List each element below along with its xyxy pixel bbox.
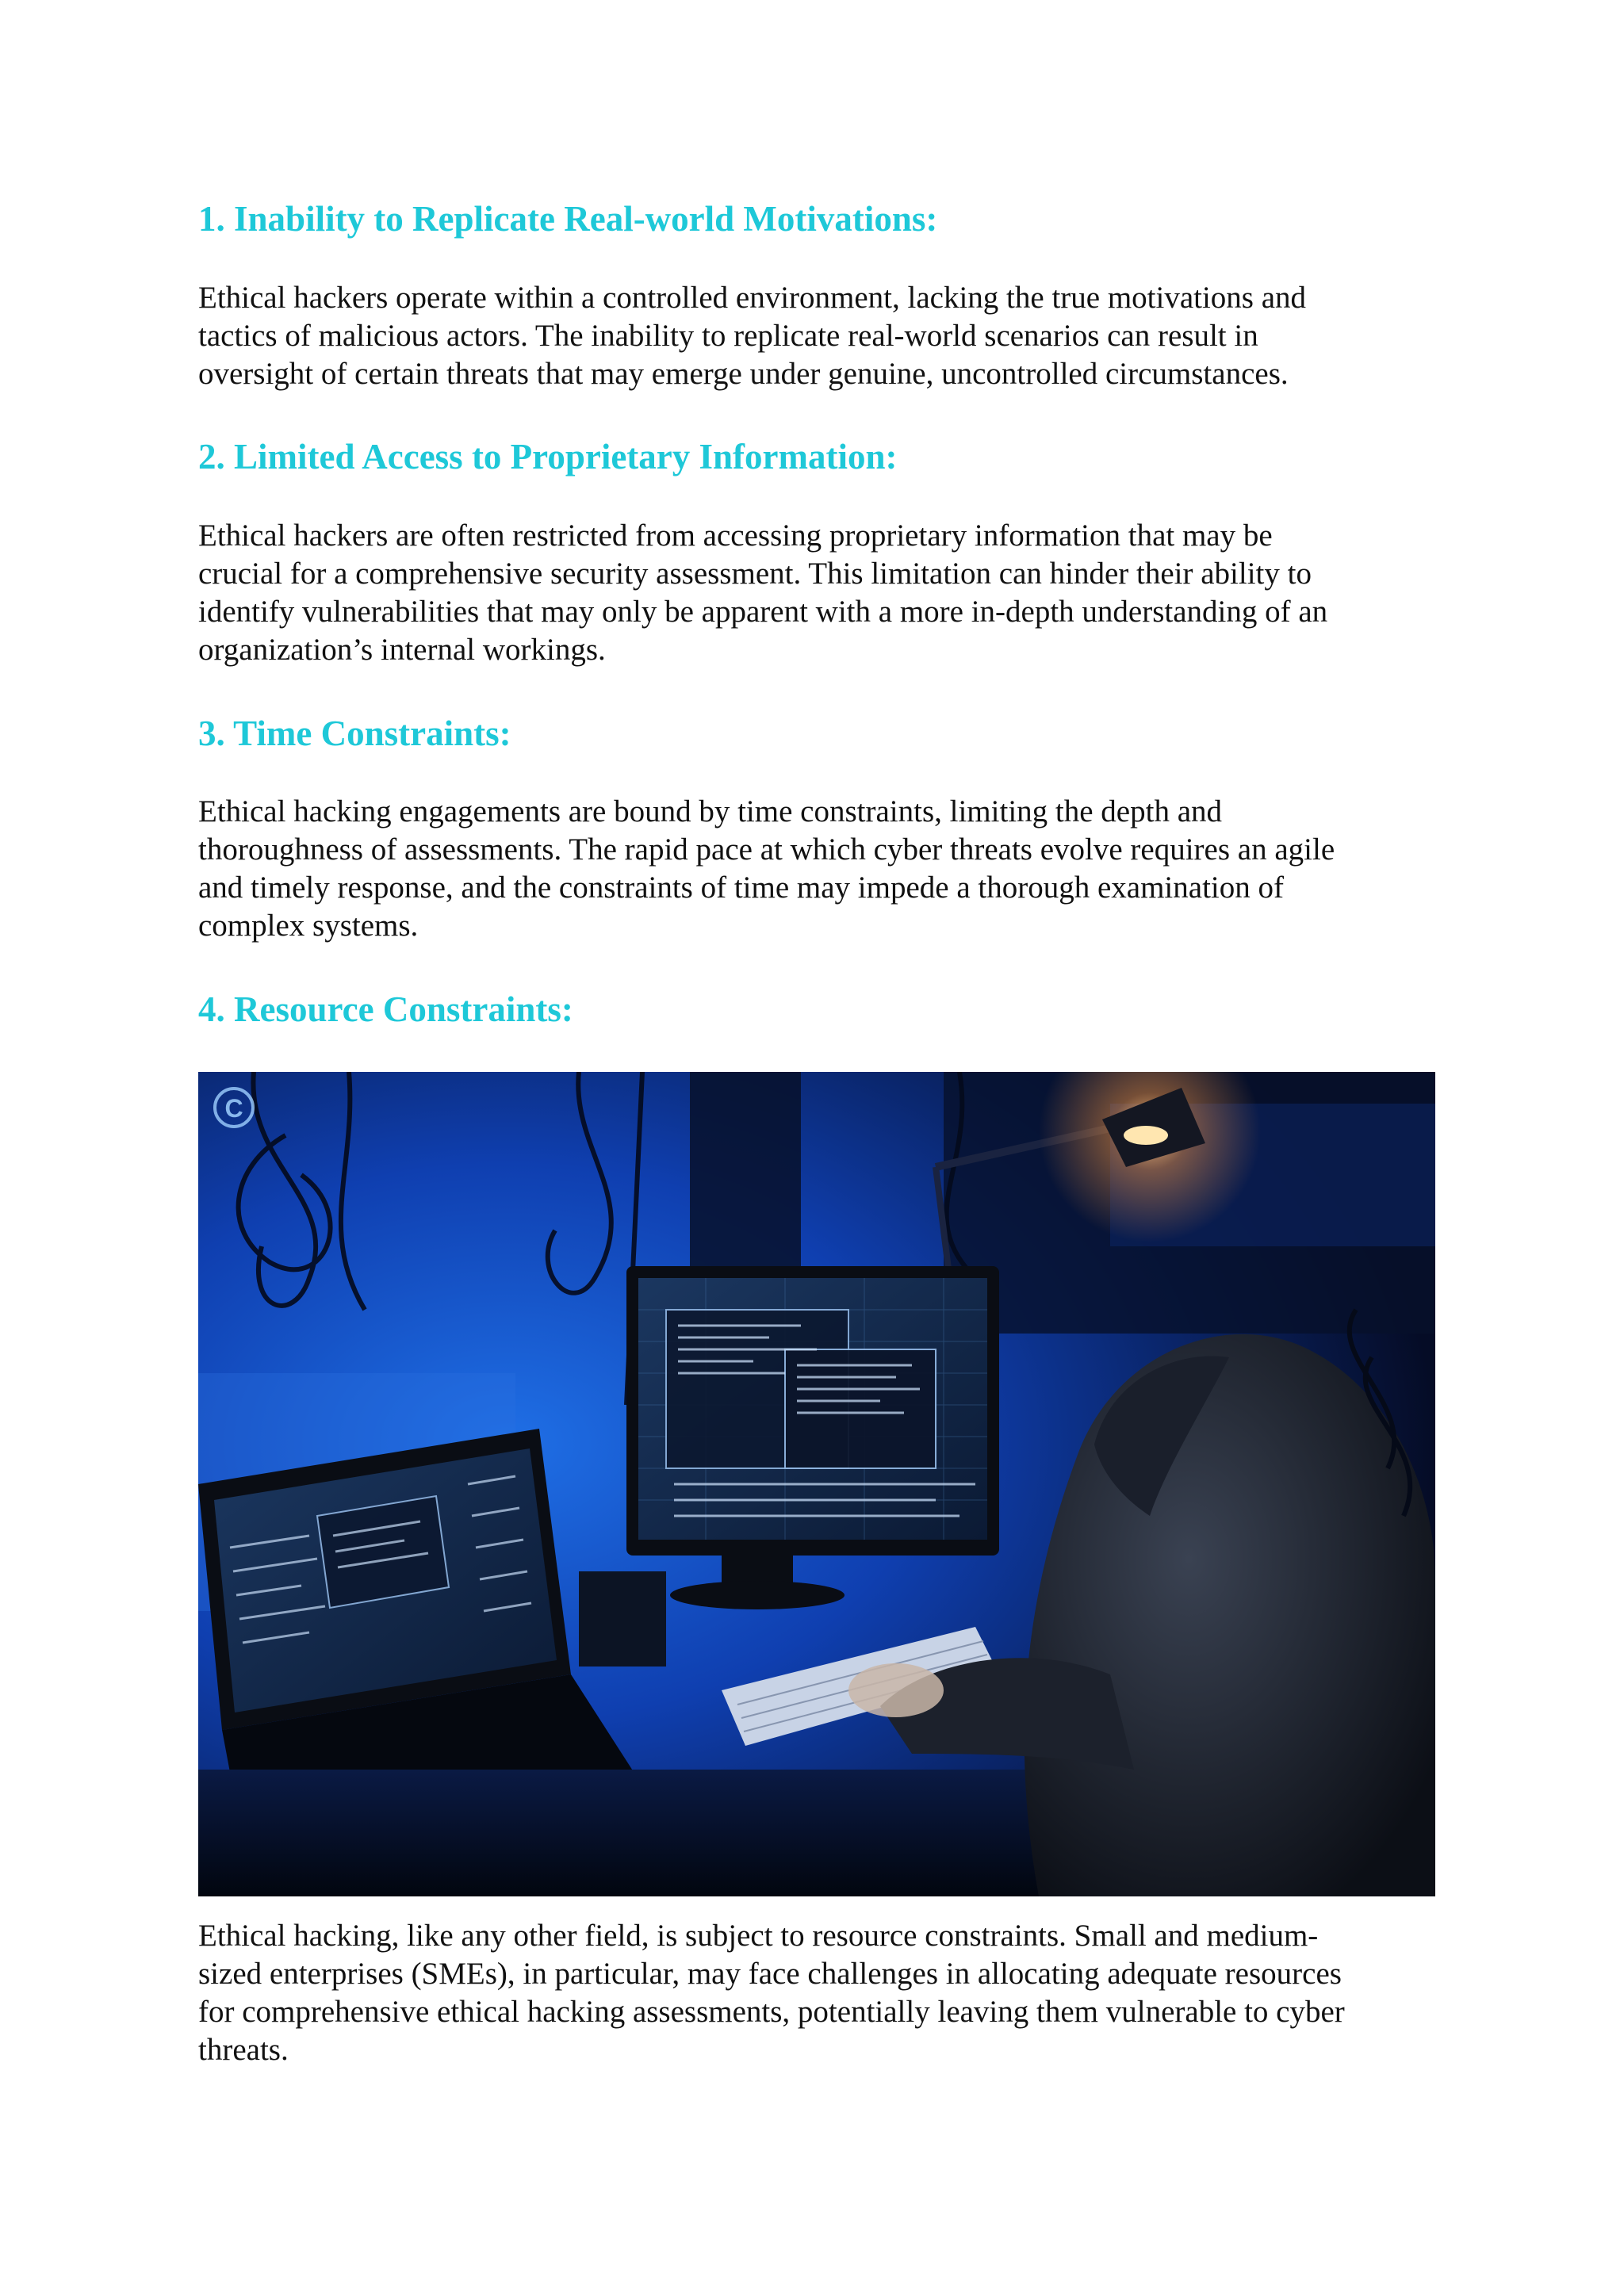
section-1-line-2: tactics of malicious actors. The inability to replicate real-world scenarios can result in: [198, 319, 1258, 353]
section-2-line-4: organization’s internal workings.: [198, 633, 606, 667]
section-1-heading: 1. Inability to Replicate Real-world Motivations:: [198, 199, 938, 239]
section-3-line-2: thoroughness of assessments. The rapid pace at which cyber threats evolve requires an agile: [198, 832, 1335, 867]
section-2-heading: 2. Limited Access to Proprietary Information:: [198, 437, 898, 476]
watermark-logo: C: [224, 1094, 243, 1123]
section-2-line-2: crucial for a comprehensive security assessment. This limitation can hinder their ability to: [198, 557, 1312, 591]
section-3-line-4: complex systems.: [198, 909, 419, 943]
section-2-paragraph: [198, 517, 1435, 669]
section-3-paragraph: [198, 793, 1435, 945]
section-3-line-3: and timely response, and the constraints of time may impede a thorough examination of: [198, 871, 1284, 905]
section-1-line-1: Ethical hackers operate within a controlled environment, lacking the true motivations and: [198, 281, 1307, 315]
hacker-photo: [198, 1072, 1435, 1896]
section-4-line-2: sized enterprises (SMEs), in particular, may face challenges in allocating adequate resources: [198, 1957, 1342, 1991]
section-1-paragraph: [198, 279, 1435, 393]
section-4-heading: 4. Resource Constraints:: [198, 989, 573, 1029]
section-2-line-1: Ethical hackers are often restricted from accessing proprietary information that may be: [198, 519, 1273, 553]
section-4-paragraph: [198, 1917, 1435, 2069]
section-4-line-3: for comprehensive ethical hacking assessments, potentially leaving them vulnerable to cyber: [198, 1995, 1345, 2029]
section-4-line-4: threats.: [198, 2033, 289, 2067]
hacker-scene-illustration: [198, 1072, 1435, 1896]
section-3-heading: 3. Time Constraints:: [198, 714, 511, 753]
section-3-line-1: Ethical hacking engagements are bound by time constraints, limiting the depth and: [198, 794, 1222, 828]
section-1-line-3: oversight of certain threats that may emerge under genuine, uncontrolled circumstances.: [198, 357, 1289, 391]
section-4-line-1: Ethical hacking, like any other field, is subject to resource constraints. Small and medium-: [198, 1919, 1319, 1953]
section-2-line-3: identify vulnerabilities that may only be apparent with a more in-depth understanding of an: [198, 595, 1328, 629]
